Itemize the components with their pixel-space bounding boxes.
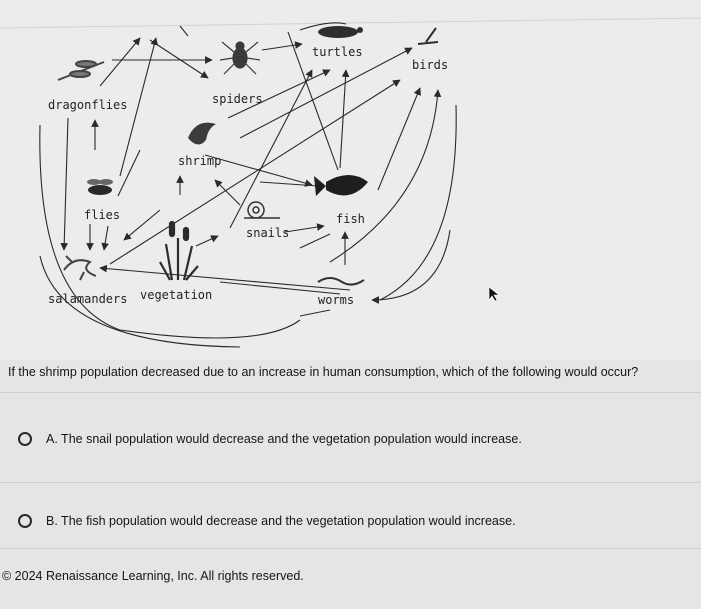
choice-b-label: B. The fish population would decrease and the vegetation population would increase. [46,514,516,528]
label-snails: snails [246,226,290,240]
label-flies: flies [84,208,121,222]
mouse-pointer-icon [488,286,502,302]
label-vegetation: vegetation [140,288,213,302]
label-spiders: spiders [212,92,263,106]
radio-button-a[interactable] [18,432,32,446]
label-fish: fish [336,212,365,226]
radio-button-b[interactable] [18,514,32,528]
label-dragonflies: dragonflies [48,98,128,112]
label-birds: birds [412,58,449,72]
choice-a[interactable] [18,432,522,446]
fly-icon [87,179,113,195]
label-turtles: turtles [312,45,363,59]
label-shrimp: shrimp [178,154,222,168]
label-worms: worms [318,293,355,307]
choice-a-label: A. The snail population would decrease and the vegetation population would increase. [46,432,522,446]
choice-b[interactable] [18,514,516,528]
label-salamanders: salamanders [48,292,128,306]
question-text: If the shrimp population decreased due to an increase in human consumption, which of the following would occur? [8,365,639,379]
copyright-text: © 2024 Renaissance Learning, Inc. All rights reserved. [2,569,304,583]
divider [0,548,701,549]
divider [0,482,701,483]
divider [0,392,701,393]
